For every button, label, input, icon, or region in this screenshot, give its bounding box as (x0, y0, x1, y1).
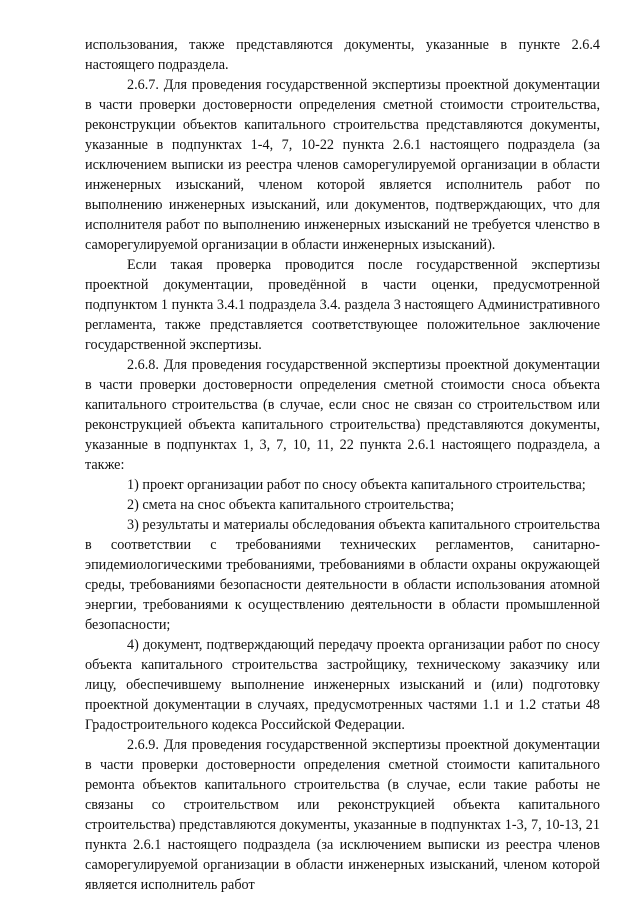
paragraph-continuation: использования, также представляются документы, указанные в пункте 2.6.4 настоящего подраздела. (85, 37, 600, 73)
document-body (85, 35, 600, 895)
paragraph-2-6-8: 2.6.8. Для проведения государственной экспертизы проектной документации в части проверки достоверности определения сметной стоимости сноса объекта капитального строительства (в случае, если снос не связан со строительством или реконструкцией объекта капитального строительства) представляются документы, указанные в подпунктах 1, 3, 7, 10, 11, 22 пункта 2.6.1 настоящего подраздела, а также: (85, 357, 600, 473)
paragraph-2-6-7: 2.6.7. Для проведения государственной экспертизы проектной документации в части проверки достоверности определения сметной стоимости строительства, реконструкции объектов капитального строительства представляются документы, указанные в подпунктах 1-4, 7, 10-22 пункта 2.6.1 настоящего подраздела (за исключением выписки из реестра членов саморегулируемой организации в области инженерных изысканий, членом которой является исполнитель работ по выполнению инженерных изысканий, или документов, подтверждающих, что для исполнителя работ по выполнению инженерных изысканий не требуется членство в саморегулируемой организации в области инженерных изысканий). (85, 77, 600, 253)
paragraph-2-6-9: 2.6.9. Для проведения государственной экспертизы проектной документации в части проверки достоверности определения сметной стоимости капитального ремонта объектов капитального строительства (в случае, если такие работы не связаны со строительством или реконструкцией объекта капитального строительства) представляются документы, указанные в подпунктах 1-3, 7, 10-13, 21 пункта 2.6.1 настоящего подраздела (за исключением выписки из реестра членов саморегулируемой организации в области инженерных изысканий, членом которой является исполнитель работ (85, 737, 600, 893)
list-item-3: 3) результаты и материалы обследования объекта капитального строительства в соответствии с требованиями технических регламентов, санитарно-эпидемиологическими требованиями, требованиями в области охраны окружающей среды, требованиями безопасности деятельности в области использования атомной энергии, требованиями к осуществлению деятельности в области промышленной безопасности; (85, 517, 600, 633)
paragraph-2-6-7-addendum: Если такая проверка проводится после государственной экспертизы проектной документации, проведённой в части оценки, предусмотренной подпунктом 1 пункта 3.4.1 подраздела 3.4. раздела 3 настоящего Административного регламента, также представляется соответствующее положительное заключение государственной экспертизы. (85, 257, 600, 353)
list-item-1: 1) проект организации работ по сносу объекта капитального строительства; (127, 477, 586, 493)
list-item-4: 4) документ, подтверждающий передачу проекта организации работ по сносу объекта капитального строительства застройщику, техническому заказчику или лицу, обеспечившему выполнение инженерных изысканий и (или) подготовку проектной документации в случаях, предусмотренных частями 1.1 и 1.2 статьи 48 Градостроительного кодекса Российской Федерации. (85, 637, 600, 733)
list-item-2: 2) смета на снос объекта капитального строительства; (127, 497, 455, 513)
